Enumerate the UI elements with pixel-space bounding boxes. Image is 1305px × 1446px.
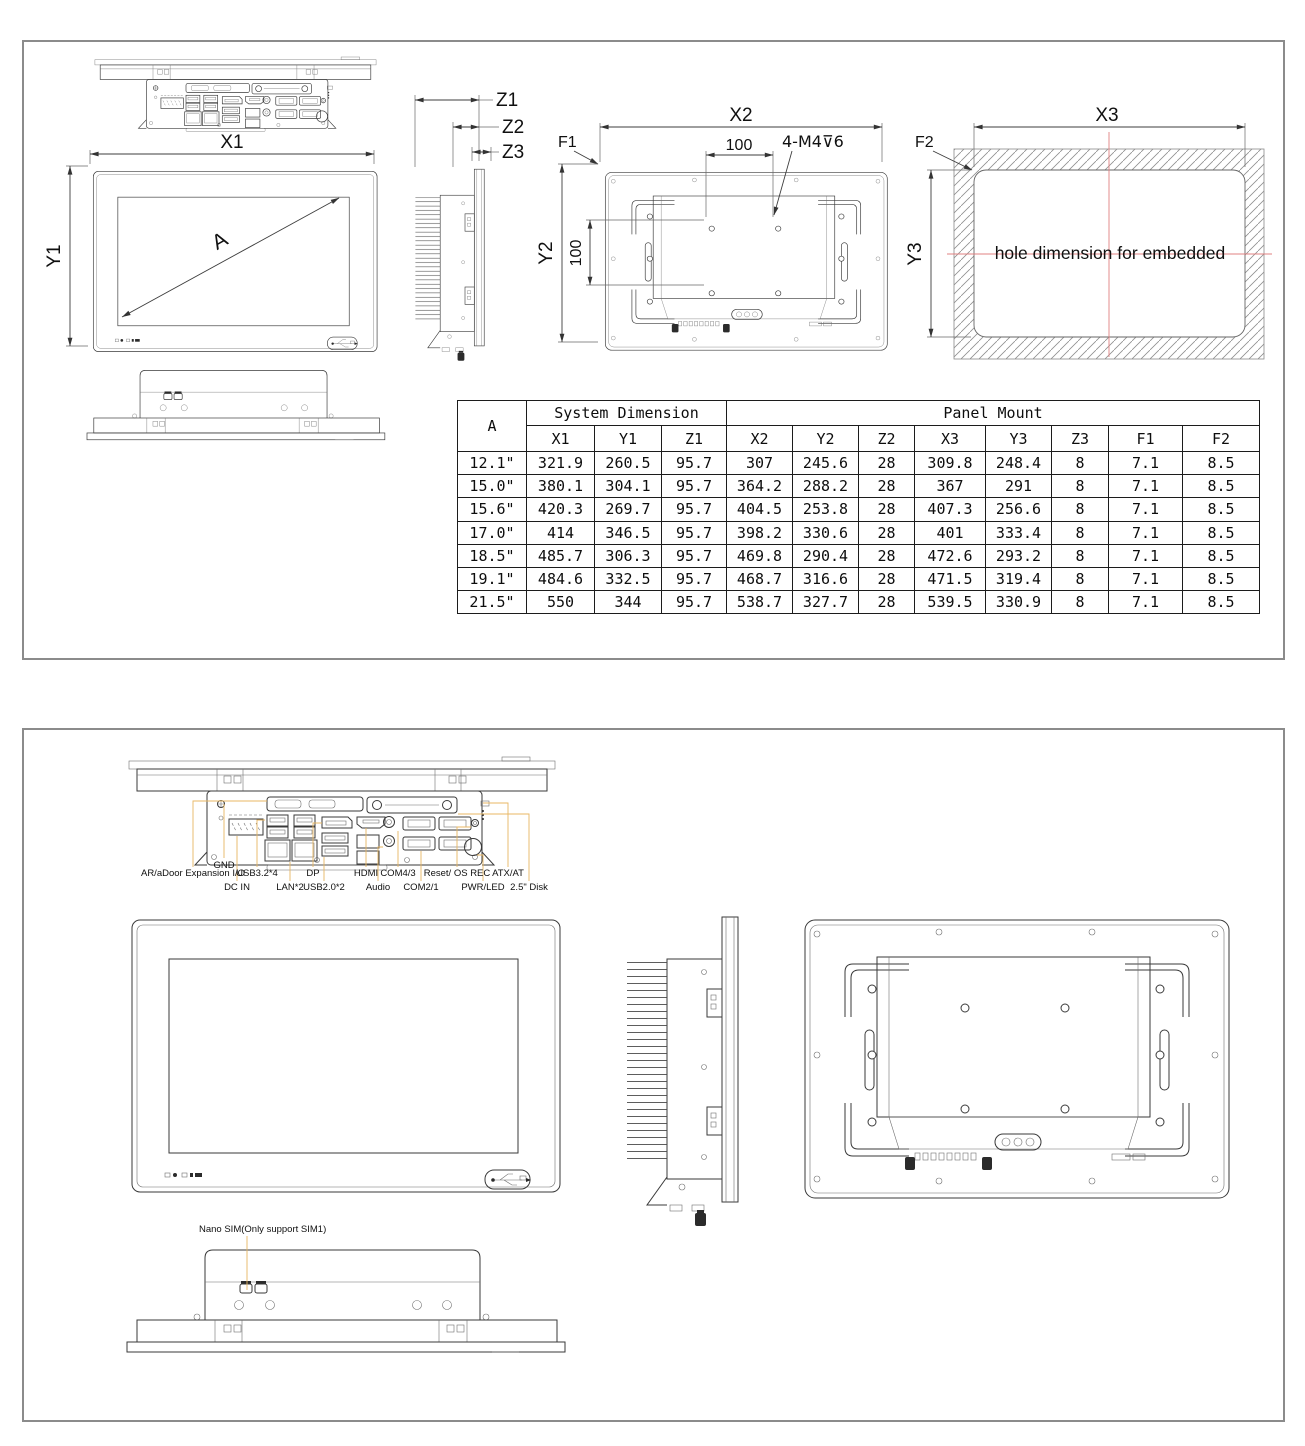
io-detail-sheet-panel xyxy=(22,728,1285,1422)
cell-value: 472.6 xyxy=(915,544,986,567)
hole-cutout-view xyxy=(907,107,1287,379)
cell-value: 256.6 xyxy=(986,498,1052,521)
header-col: X3 xyxy=(915,426,986,452)
dim-diagonal-a xyxy=(122,198,339,317)
cell-value: 8 xyxy=(1052,521,1109,544)
label-reset-osrec: Reset/ OS REC xyxy=(423,868,491,879)
dim-y2 xyxy=(536,164,598,342)
heatsink-area xyxy=(868,957,1164,1149)
cell-size: 15.6" xyxy=(458,498,527,521)
side-foot xyxy=(647,1177,706,1226)
label-nano-sim: Nano SIM(Only support SIM1) xyxy=(199,1224,327,1235)
header-col: Y3 xyxy=(986,426,1052,452)
cell-value: 316.6 xyxy=(793,567,859,590)
cell-value: 485.7 xyxy=(527,544,595,567)
cell-value: 8.5 xyxy=(1183,452,1260,475)
cell-value: 95.7 xyxy=(662,567,727,590)
header-group-system: System Dimension xyxy=(527,401,727,426)
com-ports xyxy=(403,817,471,850)
label-com43: COM4/3 xyxy=(380,868,416,879)
table-row xyxy=(458,521,1260,544)
cell-value: 8.5 xyxy=(1183,521,1260,544)
header-col: Y2 xyxy=(793,426,859,452)
corner-hooks xyxy=(845,964,1189,1156)
label-dp: DP xyxy=(306,868,320,879)
cell-value: 28 xyxy=(859,591,915,614)
dim-label-z2: Z2 xyxy=(502,117,525,138)
cell-value: 8 xyxy=(1052,498,1109,521)
cell-value: 28 xyxy=(859,498,915,521)
cell-value: 304.1 xyxy=(595,475,662,498)
blank-slots xyxy=(357,835,379,864)
cell-value: 468.7 xyxy=(727,567,793,590)
cell-value: 293.2 xyxy=(986,544,1052,567)
dim-label-x3: X3 xyxy=(1095,105,1119,126)
cell-value: 344 xyxy=(595,591,662,614)
dim-z3 xyxy=(472,142,524,163)
heatsink-fins xyxy=(627,962,667,1162)
brand-logo-plate xyxy=(995,1134,1041,1150)
cell-value: 269.7 xyxy=(595,498,662,521)
vesa-hole xyxy=(961,1105,969,1113)
dim-label-f1: F1 xyxy=(558,134,577,151)
io-callout-view xyxy=(117,757,577,907)
cell-size: 15.0" xyxy=(458,475,527,498)
cell-value: 8.5 xyxy=(1183,475,1260,498)
dim-label-y1: Y1 xyxy=(44,244,65,268)
label-usb20: USB2.0*2 xyxy=(303,882,345,893)
cell-value: 260.5 xyxy=(595,452,662,475)
cell-value: 550 xyxy=(527,591,595,614)
table-row xyxy=(458,452,1260,475)
bottom-profile-drawing xyxy=(127,1250,565,1352)
dim-label-y3: Y3 xyxy=(905,242,926,266)
vesa-hole xyxy=(961,1004,969,1012)
cell-value: 28 xyxy=(859,475,915,498)
label-pwrled: PWR/LED xyxy=(461,882,505,893)
cell-value: 364.2 xyxy=(727,475,793,498)
reset-power-atx xyxy=(465,801,490,856)
dim-label-x2: X2 xyxy=(729,105,753,126)
cell-value: 538.7 xyxy=(727,591,793,614)
table-row xyxy=(458,591,1260,614)
callout-f1 xyxy=(558,134,598,164)
cell-value: 7.1 xyxy=(1109,498,1183,521)
cell-size: 17.0" xyxy=(458,521,527,544)
label-audio: Audio xyxy=(365,882,391,893)
cell-value: 291 xyxy=(986,475,1052,498)
cell-value: 95.7 xyxy=(662,498,727,521)
cell-value: 484.6 xyxy=(527,567,595,590)
cell-value: 333.4 xyxy=(986,521,1052,544)
cell-value: 28 xyxy=(859,544,915,567)
cell-value: 95.7 xyxy=(662,591,727,614)
top-view-small xyxy=(87,362,387,462)
dp-usb2-ports xyxy=(322,817,352,856)
dimension-sheet-panel xyxy=(22,40,1285,660)
cell-value: 95.7 xyxy=(662,521,727,544)
label-gnd: GND xyxy=(213,860,235,871)
header-col: X2 xyxy=(727,426,793,452)
cell-value: 7.1 xyxy=(1109,567,1183,590)
dimension-table xyxy=(457,400,1260,614)
dim-label-a: A xyxy=(208,227,232,255)
vesa-hole xyxy=(1061,1004,1069,1012)
side-profile-drawing xyxy=(627,917,738,1226)
label-thread-spec: 4-M4⊽6 xyxy=(782,132,844,151)
mount-brackets xyxy=(702,970,723,1160)
side-view-large xyxy=(607,907,767,1225)
cell-value: 404.5 xyxy=(727,498,793,521)
cell-value: 309.8 xyxy=(915,452,986,475)
header-col: Z2 xyxy=(859,426,915,452)
label-disk: 2.5" Disk xyxy=(510,882,548,893)
cell-value: 398.2 xyxy=(727,521,793,544)
cell-value: 471.5 xyxy=(915,567,986,590)
dim-x1 xyxy=(90,132,374,164)
table-row xyxy=(458,567,1260,590)
cell-value: 367 xyxy=(915,475,986,498)
front-view-dimensioned xyxy=(42,134,392,362)
cell-value: 330.6 xyxy=(793,521,859,544)
cell-value: 28 xyxy=(859,452,915,475)
dim-label-vesa-v: 100 xyxy=(568,239,585,267)
table-body xyxy=(458,452,1260,614)
cell-value: 8.5 xyxy=(1183,544,1260,567)
rear-panel-drawing-small xyxy=(605,172,887,350)
cell-value: 290.4 xyxy=(793,544,859,567)
cell-value: 327.7 xyxy=(793,591,859,614)
cell-size: 12.1" xyxy=(458,452,527,475)
label-dcin: DC IN xyxy=(224,882,250,893)
dim-label-f2: F2 xyxy=(915,134,934,151)
cell-value: 8.5 xyxy=(1183,567,1260,590)
screen-area xyxy=(169,959,518,1153)
rear-view-dimensioned xyxy=(534,107,896,362)
label-atx: ATX/AT xyxy=(492,868,524,879)
hole-note: hole dimension for embedded xyxy=(994,243,1226,263)
cell-size: 21.5" xyxy=(458,591,527,614)
label-hdmi: HDMI xyxy=(353,868,379,879)
dim-label-vesa-h: 100 xyxy=(725,137,753,154)
cell-value: 7.1 xyxy=(1109,591,1183,614)
front-indicator-icons xyxy=(165,1173,202,1177)
cell-value: 346.5 xyxy=(595,521,662,544)
table-row xyxy=(458,544,1260,567)
cell-value: 8 xyxy=(1052,475,1109,498)
cell-size: 18.5" xyxy=(458,544,527,567)
cell-value: 401 xyxy=(915,521,986,544)
cell-value: 8.5 xyxy=(1183,498,1260,521)
cell-value: 306.3 xyxy=(595,544,662,567)
vesa-hole xyxy=(1061,1105,1069,1113)
cell-value: 95.7 xyxy=(662,544,727,567)
dim-label-x1: X1 xyxy=(220,132,244,153)
cell-value: 539.5 xyxy=(915,591,986,614)
header-col: Z3 xyxy=(1052,426,1109,452)
cell-value: 288.2 xyxy=(793,475,859,498)
front-view-large xyxy=(127,912,572,1207)
dim-label-z1: Z1 xyxy=(496,90,519,111)
rear-panel-drawing xyxy=(805,920,1229,1198)
hdmi-port xyxy=(357,817,385,828)
table-row xyxy=(458,475,1260,498)
header-col: Z1 xyxy=(662,426,727,452)
cell-value: 8 xyxy=(1052,591,1109,614)
cell-value: 380.1 xyxy=(527,475,595,498)
disk-tray xyxy=(367,797,457,813)
cell-value: 95.7 xyxy=(662,475,727,498)
sim-slots xyxy=(240,1281,267,1293)
io-panel-drawing-small xyxy=(95,57,376,132)
expansion-io-plate xyxy=(267,797,363,811)
cell-value: 248.4 xyxy=(986,452,1052,475)
grounding-screw xyxy=(218,801,225,821)
cell-value: 8 xyxy=(1052,544,1109,567)
bottom-profile-drawing-small xyxy=(87,370,385,439)
front-panel-drawing xyxy=(132,920,560,1192)
dim-label-z3: Z3 xyxy=(502,142,525,163)
usb-lan-stack xyxy=(265,815,317,861)
header-col: Y1 xyxy=(595,426,662,452)
cell-value: 469.8 xyxy=(727,544,793,567)
cell-value: 8 xyxy=(1052,452,1109,475)
label-lan: LAN*2 xyxy=(276,882,304,893)
dim-vesa-horizontal xyxy=(706,137,773,217)
cell-value: 330.9 xyxy=(986,591,1052,614)
cell-value: 414 xyxy=(527,521,595,544)
dim-y1 xyxy=(44,166,88,346)
header-col: F1 xyxy=(1109,426,1183,452)
cell-value: 307 xyxy=(727,452,793,475)
label-com21: COM2/1 xyxy=(403,882,439,893)
cell-value: 28 xyxy=(859,521,915,544)
usb-badge-icon xyxy=(485,1170,531,1189)
dim-label-y2: Y2 xyxy=(536,241,557,265)
dc-terminal-block xyxy=(229,815,263,835)
table-header xyxy=(458,401,1260,452)
cell-value: 420.3 xyxy=(527,498,595,521)
cell-value: 7.1 xyxy=(1109,452,1183,475)
cell-value: 245.6 xyxy=(793,452,859,475)
front-panel-drawing-small xyxy=(93,171,377,351)
cell-value: 407.3 xyxy=(915,498,986,521)
bottom-connectors xyxy=(905,1153,1145,1170)
header-size: A xyxy=(458,401,527,452)
cell-value: 332.5 xyxy=(595,567,662,590)
bottom-view-sim xyxy=(127,1220,572,1360)
cell-value: 28 xyxy=(859,567,915,590)
cell-value: 7.1 xyxy=(1109,521,1183,544)
display-edge xyxy=(129,757,555,791)
cell-value: 8.5 xyxy=(1183,591,1260,614)
cell-size: 19.1" xyxy=(458,567,527,590)
cell-value: 95.7 xyxy=(662,452,727,475)
cell-value: 253.8 xyxy=(793,498,859,521)
side-profile-drawing-small xyxy=(415,169,484,361)
cell-value: 7.1 xyxy=(1109,475,1183,498)
rear-view-large xyxy=(797,907,1247,1209)
label-expansion: AR/aDoor Expansion I/O xyxy=(140,868,246,879)
label-usb32: USB3.2*4 xyxy=(236,868,278,879)
header-group-panel: Panel Mount xyxy=(727,401,1260,426)
table-row xyxy=(458,498,1260,521)
header-col: X1 xyxy=(527,426,595,452)
cell-value: 319.4 xyxy=(986,567,1052,590)
header-col: F2 xyxy=(1183,426,1260,452)
cell-value: 7.1 xyxy=(1109,544,1183,567)
cell-value: 321.9 xyxy=(527,452,595,475)
side-view-dimensioned xyxy=(397,77,537,367)
cell-value: 8 xyxy=(1052,567,1109,590)
callout-thread xyxy=(774,132,844,215)
